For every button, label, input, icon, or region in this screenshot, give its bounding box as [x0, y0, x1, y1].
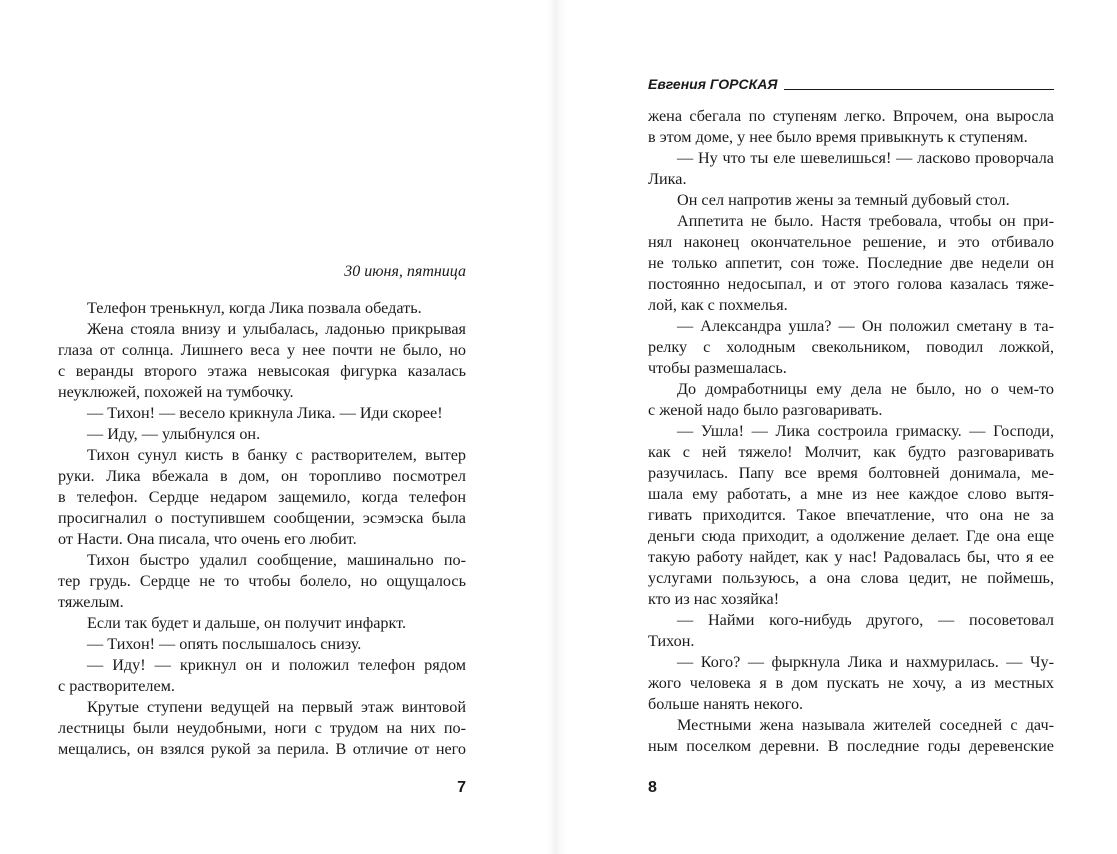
text-line: деньги сюда приходит, а одолжение делает. Где она еще — [648, 527, 1054, 545]
text-line: — Иду, — улыбнулся он. — [87, 425, 261, 443]
right-page-text — [648, 106, 1054, 757]
text-line: Крутые ступени ведущей на первый этаж винтовой — [87, 698, 466, 716]
text-line: Тихон быстро удалил сообщение, машинально по- — [87, 551, 466, 569]
text-line: руки. Лика вбежала в дом, он торопливо посмотрел — [58, 467, 466, 485]
text-line: неуклюжей, похожей на тумбочку. — [58, 383, 294, 401]
right-page-number: 8 — [648, 779, 657, 796]
text-line: в этом доме, у нее было время привыкнуть к ступеням. — [648, 128, 1028, 146]
text-line: разучилась. Папу все время болтовней донимала, ме- — [648, 464, 1054, 482]
text-line: — Ушла! — Лика состроила гримаску. — Господи, — [677, 422, 1054, 440]
text-line: чтобы размешалась. — [648, 359, 787, 377]
text-line: жого человека я в дом пускать не хочу, а из местных — [648, 674, 1054, 692]
text-line: — Тихон! — опять послышалось снизу. — [87, 635, 362, 653]
text-line: постоянно недосыпал, и от этого голова казалась тяже- — [648, 275, 1054, 293]
text-line: Тихон. — [648, 632, 695, 650]
text-line: мещались, он взялся рукой за перила. В отличие от него — [58, 740, 466, 758]
running-head-rule — [784, 89, 1054, 90]
text-line: Лика. — [648, 170, 687, 188]
text-line: с веранды второго этажа невысокая фигурка казалась — [58, 362, 466, 380]
text-line: — Тихон! — весело крикнула Лика. — Иди скорее! — [87, 404, 443, 422]
text-line: ным поселком деревни. В последние годы деревенские — [648, 737, 1054, 755]
running-head — [648, 76, 1054, 92]
running-head-author: Евгения ГОРСКАЯ — [648, 76, 778, 92]
text-line: гивать приходится. Такое впечатление, что она не за — [648, 506, 1054, 524]
book-gutter — [548, 0, 566, 854]
text-line: — Кого? — фыркнула Лика и нахмурилась. — Чу- — [677, 653, 1054, 671]
text-line: от Насти. Она писала, что очень его любит. — [58, 530, 357, 548]
text-line: с растворителем. — [58, 677, 175, 695]
text-line: услугами пользуюсь, а она слова цедит, не поймешь, — [648, 569, 1054, 587]
text-line: — Александра ушла? — Он положил сметану в та- — [677, 317, 1054, 335]
text-line: До домработницы ему дела не было, но о чем-то — [677, 380, 1054, 398]
text-line: — Найми кого-нибудь другого, — посоветовал — [677, 611, 1054, 629]
text-line: тяжелым. — [58, 593, 124, 611]
text-line: в телефон. Сердце недаром защемило, когда телефон — [58, 488, 466, 506]
text-line: нял наконец окончательное решение, и это отбивало — [648, 233, 1054, 251]
text-line: с женой надо было разговаривать. — [648, 401, 883, 419]
left-page-text — [58, 298, 466, 760]
text-line: лестницы были неудобными, ноги с трудом на них по- — [58, 719, 466, 737]
text-line: кто из нас хозяйка! — [648, 590, 780, 608]
text-line: Местными жена называла жителей соседней с дач- — [677, 716, 1054, 734]
text-line: жена сбегала по ступеням легко. Впрочем, она выросла — [648, 107, 1054, 125]
text-line: шала ему работать, а мне из нее каждое слово вытя- — [648, 485, 1054, 503]
text-line: Тихон сунул кисть в банку с растворителем, вытер — [87, 446, 466, 464]
text-line: Телефон тренькнул, когда Лика позвала обедать. — [87, 299, 422, 317]
text-line: Жена стояла внизу и улыбалась, ладонью прикрывая — [87, 320, 466, 338]
text-line: глаза от солнца. Лишнего веса у нее почти не было, но — [58, 341, 466, 359]
text-line: не только аппетит, сон тоже. Последние две недели он — [648, 254, 1054, 272]
text-line: релку с холодным свекольником, поводил ложкой, — [648, 338, 1054, 356]
text-line: Если так будет и дальше, он получит инфаркт. — [87, 614, 407, 632]
text-line: тер грудь. Сердце не то чтобы болело, но ощущалось — [58, 572, 466, 590]
text-line: Аппетита не было. Настя требовала, чтобы он при- — [677, 212, 1054, 230]
text-line: лой, как с похмелья. — [648, 296, 788, 314]
text-line: — Ну что ты еле шевелишься! — ласково проворчала — [677, 149, 1054, 167]
text-line: такую работу найдет, как у нас! Радовалась бы, что я ее — [648, 548, 1054, 566]
text-line: — Иду! — крикнул он и положил телефон рядом — [87, 656, 466, 674]
chapter-dateline: 30 июня, пятница — [344, 263, 466, 280]
text-line: Он сел напротив жены за темный дубовый стол. — [677, 191, 1010, 209]
text-line: как с ней тяжело! Молчит, как будто разговаривать — [648, 443, 1054, 461]
left-page-number: 7 — [457, 779, 466, 796]
text-line: просигналил о поступившем сообщении, эсэмэска была — [58, 509, 466, 527]
text-line: больше нанять некого. — [648, 695, 804, 713]
